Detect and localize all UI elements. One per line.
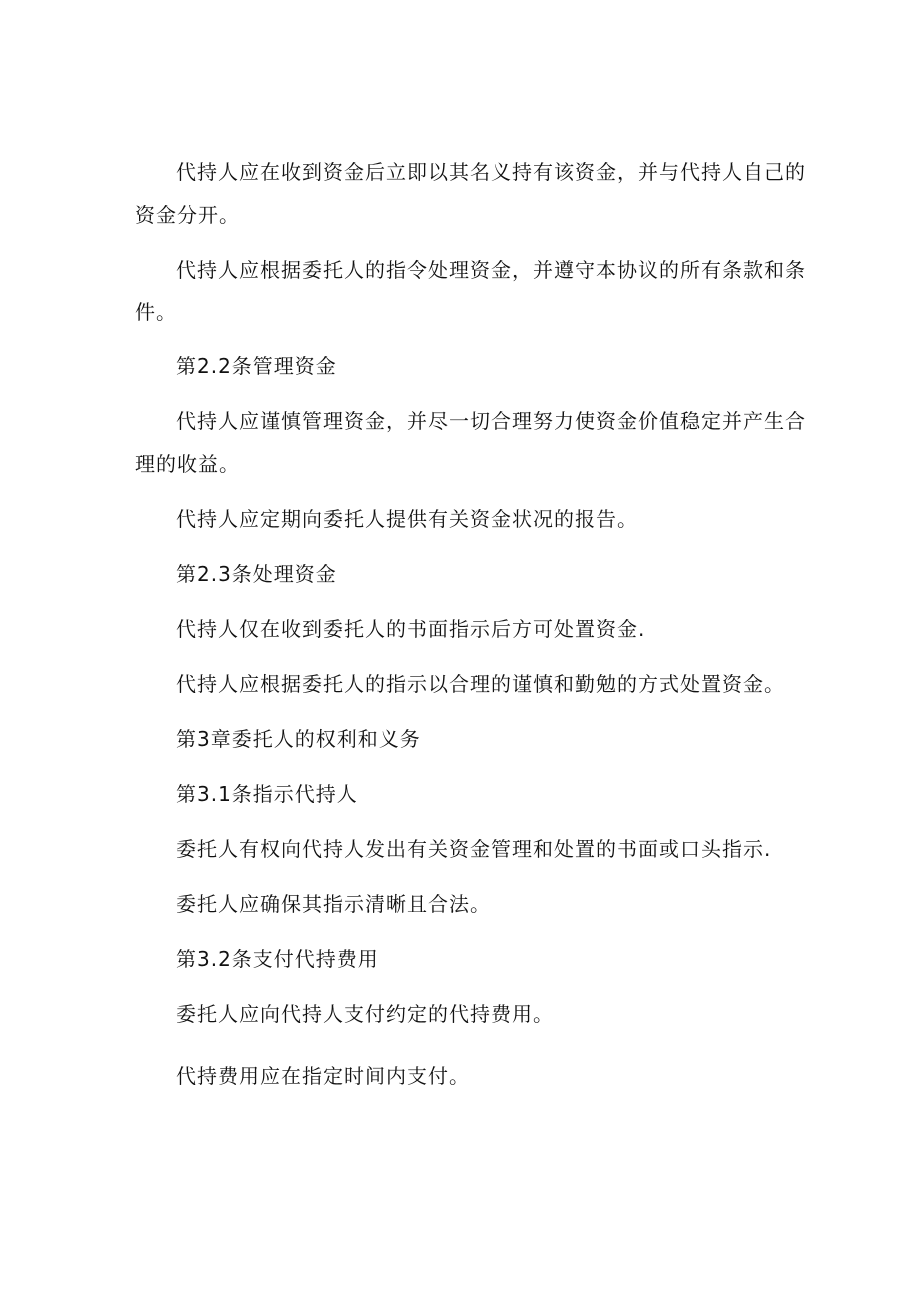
paragraph-custody-line-1: 代持人应在收到资金后立即以其名义持有该资金，并与代持人自己的 (176, 160, 806, 184)
paragraph-manage-funds-line-1: 代持人应谨慎管理资金，并尽一切合理努力使资金价值稳定并产生合 (176, 409, 806, 433)
paragraph-manage-funds-line-2: 理的收益。 (135, 452, 240, 476)
paragraph-instructions-line-2: 件。 (135, 300, 177, 324)
paragraph-dispose-funds: 代持人应根据委托人的指示以合理的谨慎和勤勉的方式处置资金。 (176, 672, 785, 696)
paragraph-custody-line-2: 资金分开。 (135, 203, 240, 227)
heading-article-2-3: 第2.3条处理资金 (176, 562, 337, 586)
paragraph-fee-deadline: 代持费用应在指定时间内支付。 (176, 1064, 470, 1088)
paragraph-instructions-line-1: 代持人应根据委托人的指令处理资金，并遵守本协议的所有条款和条 (176, 258, 806, 282)
paragraph-clear-instructions: 委托人应确保其指示清晰且合法。 (176, 892, 491, 916)
heading-article-2-2: 第2.2条管理资金 (176, 354, 337, 378)
heading-chapter-3: 第3章委托人的权利和义务 (176, 727, 421, 751)
paragraph-pay-fee: 委托人应向代持人支付约定的代持费用。 (176, 1002, 554, 1026)
heading-article-3-1: 第3.1条指示代持人 (176, 782, 358, 806)
heading-article-3-2: 第3.2条支付代持费用 (176, 947, 379, 971)
paragraph-reports: 代持人应定期向委托人提供有关资金状况的报告。 (176, 507, 638, 531)
paragraph-principal-rights: 委托人有权向代持人发出有关资金管理和处置的书面或口头指示. (176, 837, 772, 861)
paragraph-written-instruction: 代持人仅在收到委托人的书面指示后方可处置资金. (176, 617, 646, 641)
